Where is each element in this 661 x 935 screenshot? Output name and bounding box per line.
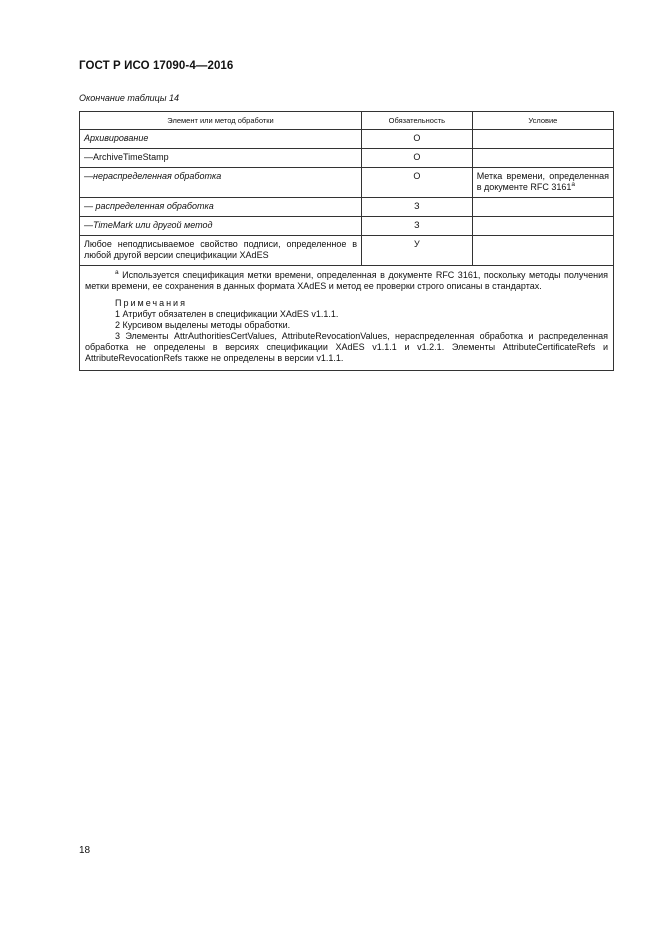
cell-obligation: У [362, 236, 473, 266]
footnote-text: Используется спецификация метки времени, определенная в документе RFC 3161, поскольку методы получения метки времени, ее сохранения в данных формата XAdES и метод ее проверки строго описаны в стандартах. [85, 270, 608, 291]
column-header-condition: Условие [472, 112, 613, 130]
cell-condition [472, 198, 613, 217]
cell-element: —нераспределенная обработка [80, 168, 362, 198]
cell-element: Любое неподписываемое свойство подписи, определенное в любой другой версии спецификации XAdES [80, 236, 362, 266]
cell-element: Архивирование [80, 130, 362, 149]
cell-element: — распределенная обработка [80, 198, 362, 217]
note-item: 3 Элементы AttrAuthoritiesCertValues, AttributeRevocationValues, нераспределенная обработка и распределенная обработка не определены в версиях спецификации XAdES v1.1.1 и v1.2.1. Элементы AttributeCertificateRefs и AttributeRevocationRefs также не определены в версии v1.1.1. [85, 331, 608, 363]
table-row [80, 217, 614, 236]
cell-condition [472, 217, 613, 236]
cell-condition [472, 130, 613, 149]
column-header-obligation: Обязательность [362, 112, 473, 130]
cell-condition [472, 236, 613, 266]
cell-obligation: О [362, 168, 473, 198]
column-header-element: Элемент или метод обработки [80, 112, 362, 130]
footnote-cell [80, 266, 614, 371]
table-header-row [80, 112, 614, 130]
note-item: 2 Курсивом выделены методы обработки. [115, 320, 291, 330]
page-number: 18 [79, 845, 91, 856]
cell-obligation: З [362, 217, 473, 236]
table-footnote-row [80, 266, 614, 371]
document-title: ГОСТ Р ИСО 17090-4—2016 [79, 60, 234, 72]
cell-element: —ArchiveTimeStamp [80, 149, 362, 168]
cell-obligation: О [362, 149, 473, 168]
note-item: 1 Атрибут обязателен в спецификации XAdES v1.1.1. [115, 309, 339, 319]
table-row [80, 198, 614, 217]
cell-condition [472, 149, 613, 168]
cell-element: —TimeMark или другой метод [80, 217, 362, 236]
table-row [80, 236, 614, 266]
table-row [80, 130, 614, 149]
condition-text: Метка времени, определенная в документе RFC 3161 [476, 171, 609, 192]
footnote-ref: a [571, 181, 576, 188]
table-row [80, 168, 614, 198]
cell-obligation: З [362, 198, 473, 217]
footnote-marker: a [115, 269, 119, 276]
table-caption: Окончание таблицы 14 [79, 93, 179, 103]
cell-obligation: О [362, 130, 473, 149]
notes-heading: Примечания [115, 298, 187, 308]
footnote [85, 270, 608, 292]
table-row [80, 149, 614, 168]
cell-condition [472, 168, 613, 198]
table-14 [79, 111, 614, 371]
